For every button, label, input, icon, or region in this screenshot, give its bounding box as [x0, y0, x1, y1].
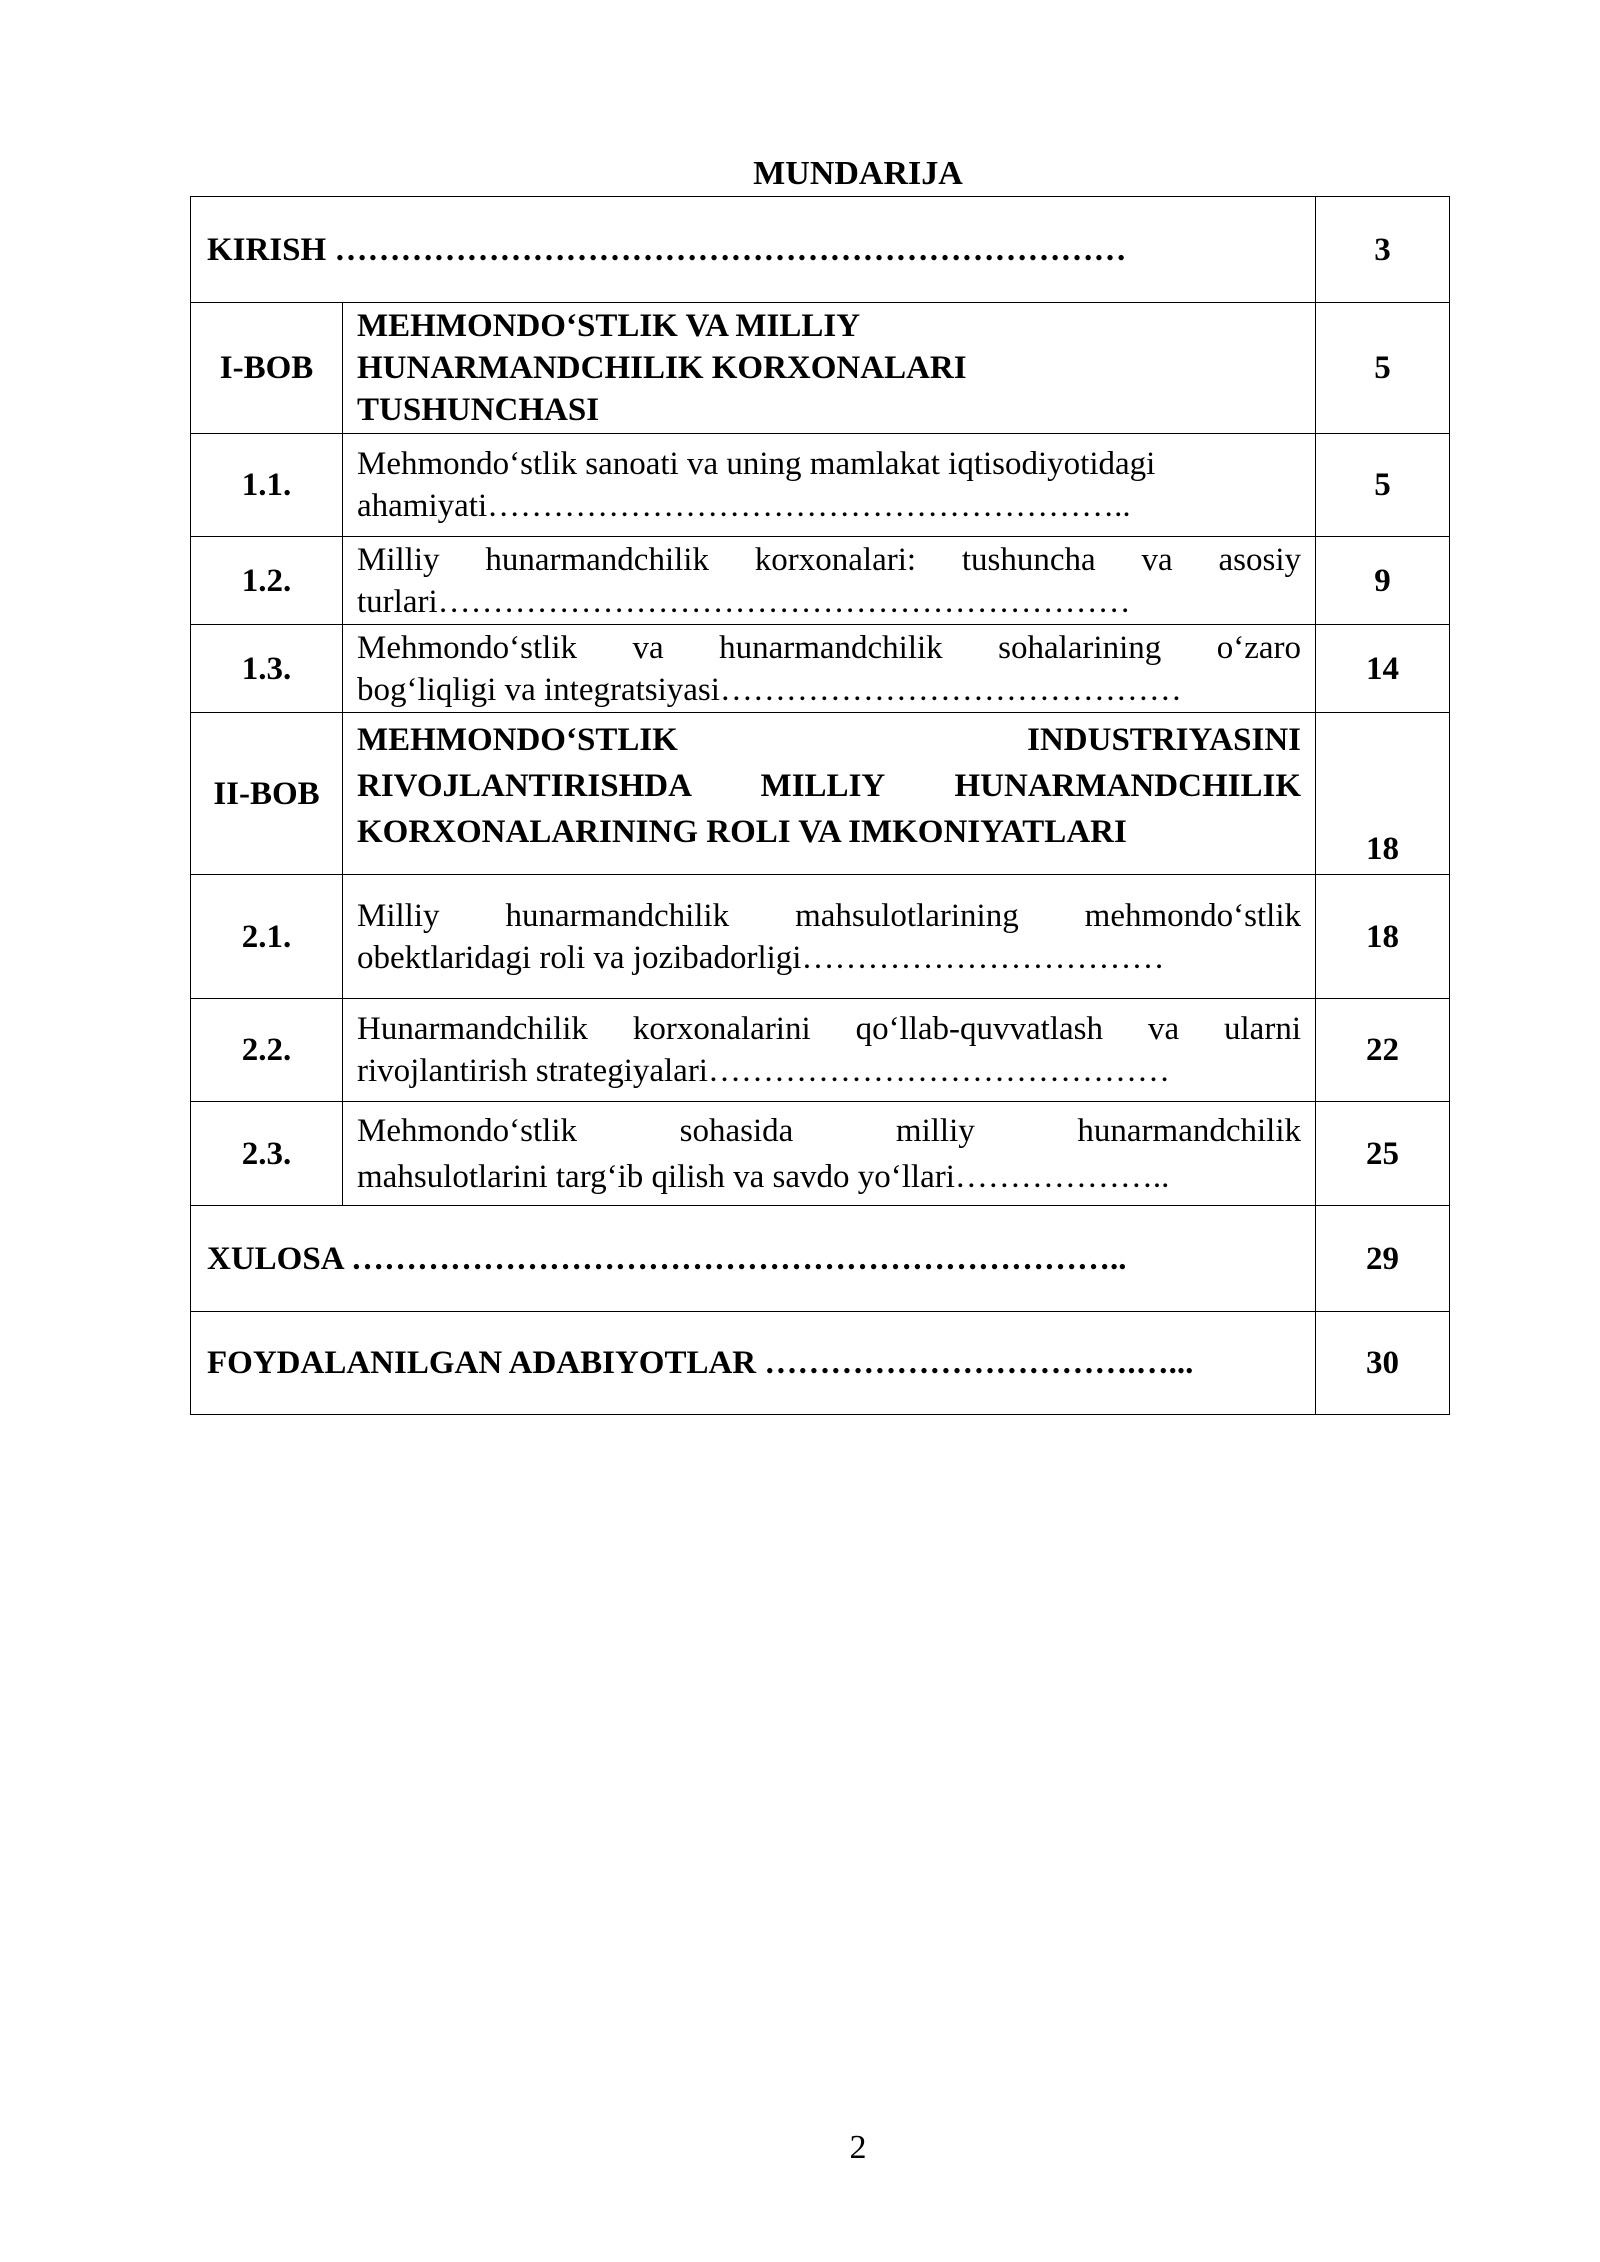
toc-title-xulosa: XULOSA ……………………………………………………………..: [191, 1206, 1316, 1312]
toc-line: Mehmondo‘stlik sohasida milliy hunarmandchilik: [357, 1112, 1301, 1149]
toc-row-2-3: [191, 1102, 1450, 1206]
toc-number-2-2: 2.2.: [191, 999, 343, 1102]
toc-row-xulosa: [191, 1206, 1450, 1312]
toc-line: MEHMONDO‘STLIK VA MILLIY: [357, 308, 861, 344]
toc-page-2-2: 22: [1316, 999, 1450, 1102]
toc-line: bog‘liqligi va integratsiyasi……………………………………: [357, 671, 1182, 708]
toc-number-1-3: 1.3.: [191, 625, 343, 713]
toc-title-bob1: [343, 303, 1316, 434]
toc-page-1-1: 5: [1316, 434, 1450, 537]
toc-page-2-3: 25: [1316, 1102, 1450, 1206]
toc-page-kirish: 3: [1316, 197, 1450, 303]
toc-number-bob1: I-BOB: [191, 303, 343, 434]
toc-line: ahamiyati…………………………………………………..: [357, 488, 1131, 524]
toc-page-xulosa: 29: [1316, 1206, 1450, 1312]
toc-row-adabiyotlar: [191, 1312, 1450, 1415]
toc-line: mahsulotlarini targ‘ib qilish va savdo yo‘llari………………..: [357, 1158, 1170, 1195]
toc-page-bob2: 18: [1316, 713, 1450, 875]
toc-title-kirish: KIRISH ………………………………………………………………: [191, 197, 1316, 303]
toc-row-kirish: [191, 197, 1450, 303]
toc-row-2-2: [191, 999, 1450, 1102]
toc-page-adabiyotlar: 30: [1316, 1312, 1450, 1415]
toc-line: turlari………………………………………………………: [357, 583, 1131, 620]
page-title: MUNDARIJA: [753, 155, 963, 192]
toc-line: HUNARMANDCHILIK KORXONALARI: [357, 350, 967, 386]
toc-page-1-2: 9: [1316, 537, 1450, 625]
toc-line: TUSHUNCHASI: [357, 392, 600, 428]
toc-line: RIVOJLANTIRISHDA MILLIY HUNARMANDCHILIK: [357, 768, 1301, 804]
toc-title-1-3: [343, 625, 1316, 713]
toc-number-1-1: 1.1.: [191, 434, 343, 537]
toc-title-bob2: [343, 713, 1316, 875]
toc-row-2-1: [191, 875, 1450, 999]
toc-row-bob1: [191, 303, 1450, 434]
toc-title-adabiyotlar: FOYDALANILGAN ADABIYOTLAR …………………………….…...: [191, 1312, 1316, 1415]
toc-line: MEHMONDO‘STLIK INDUSTRIYASINI: [357, 722, 1301, 758]
toc-number-2-1: 2.1.: [191, 875, 343, 999]
toc-number-bob2: II-BOB: [191, 713, 343, 875]
toc-page-2-1: 18: [1316, 875, 1450, 999]
page-number: 2: [849, 2129, 867, 2166]
toc-line: Mehmondo‘stlik sanoati va uning mamlakat iqtisodiyotidagi: [357, 446, 1156, 482]
toc-title-2-1: [343, 875, 1316, 999]
toc-page-bob1: 5: [1316, 303, 1450, 434]
toc-line: Milliy hunarmandchilik mahsulotlarining mehmondo‘stlik: [357, 897, 1301, 934]
toc-line: obektlaridagi roli va jozibadorligi……………………………: [357, 939, 1165, 976]
toc-row-1-1: [191, 434, 1450, 537]
toc-row-1-2: [191, 537, 1450, 625]
toc-line: rivojlantirish strategiyalari……………………………………: [357, 1053, 1170, 1089]
toc-title-2-3: [343, 1102, 1316, 1206]
toc-number-1-2: 1.2.: [191, 537, 343, 625]
toc-line: Hunarmandchilik korxonalarini qo‘llab-quvvatlash va ularni: [357, 1011, 1301, 1047]
toc-title-2-2: [343, 999, 1316, 1102]
toc-row-1-3: [191, 625, 1450, 713]
toc-row-bob2: [191, 713, 1450, 875]
toc-number-2-3: 2.3.: [191, 1102, 343, 1206]
table-of-contents: [190, 196, 1450, 1415]
toc-page-1-3: 14: [1316, 625, 1450, 713]
toc-title-1-2: [343, 537, 1316, 625]
toc-title-1-1: [343, 434, 1316, 537]
toc-line: Mehmondo‘stlik va hunarmandchilik sohalarining o‘zaro: [357, 629, 1301, 666]
toc-line: Milliy hunarmandchilik korxonalari: tushuncha va asosiy: [357, 541, 1301, 578]
toc-line: KORXONALARINING ROLI VA IMKONIYATLARI: [357, 814, 1127, 850]
